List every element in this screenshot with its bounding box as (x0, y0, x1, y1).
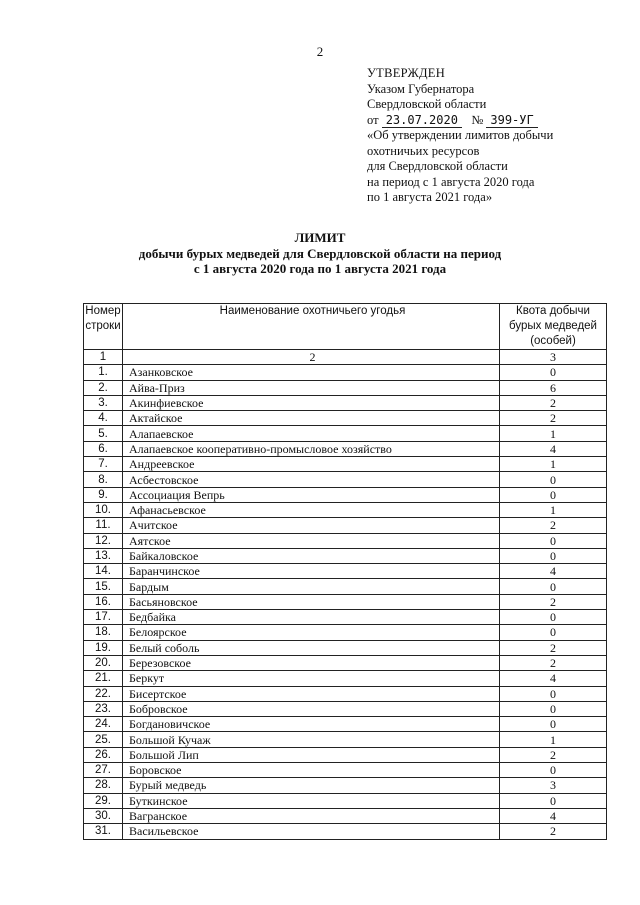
table-row (84, 365, 607, 380)
row-number: 25. (84, 732, 123, 747)
table-row (84, 732, 607, 747)
ground-name: Большой Кучаж (123, 732, 500, 747)
quota-value: 0 (500, 579, 607, 594)
table-row (84, 793, 607, 808)
ground-name: Бисертское (123, 686, 500, 701)
table-row (84, 426, 607, 441)
row-number: 11. (84, 518, 123, 533)
row-number: 22. (84, 686, 123, 701)
approval-date-line (367, 113, 553, 129)
ground-name: Алапаевское (123, 426, 500, 441)
quota-value: 2 (500, 655, 607, 670)
table-row (84, 518, 607, 533)
quota-value: 0 (500, 763, 607, 778)
date-prefix: от (367, 112, 379, 127)
table-row (84, 502, 607, 517)
ground-name: Вагранское (123, 808, 500, 823)
quota-value: 0 (500, 548, 607, 563)
row-number: 16. (84, 594, 123, 609)
ground-name: Аятское (123, 533, 500, 548)
quota-value: 2 (500, 411, 607, 426)
approval-heading: УТВЕРЖДЕН (367, 66, 446, 80)
table-row (84, 763, 607, 778)
decree-line-4: на период с 1 августа 2020 года (367, 174, 535, 189)
row-number: 23. (84, 701, 123, 716)
ground-name: Айва-Приз (123, 380, 500, 395)
ground-name: Бобровское (123, 701, 500, 716)
row-number: 24. (84, 717, 123, 732)
quota-value: 0 (500, 487, 607, 502)
row-number: 8. (84, 472, 123, 487)
table-row (84, 472, 607, 487)
table-row (84, 441, 607, 456)
row-number: 4. (84, 411, 123, 426)
ground-name: Актайское (123, 411, 500, 426)
quota-value: 2 (500, 594, 607, 609)
decree-number: 399-УГ (486, 113, 537, 128)
table-row (84, 824, 607, 839)
decree-line-2: охотничьих ресурсов (367, 143, 480, 158)
column-number: 1 (84, 350, 123, 365)
quota-value: 4 (500, 808, 607, 823)
decree-line-1: «Об утверждении лимитов добычи (367, 128, 554, 142)
quota-value: 6 (500, 380, 607, 395)
ground-name: Бардым (123, 579, 500, 594)
ground-name: Бедбайка (123, 610, 500, 625)
row-number: 27. (84, 763, 123, 778)
ground-name: Байкаловское (123, 548, 500, 563)
table-row (84, 671, 607, 686)
quota-value: 0 (500, 625, 607, 640)
table-row (84, 411, 607, 426)
row-number: 5. (84, 426, 123, 441)
quota-value: 0 (500, 365, 607, 380)
quota-value: 2 (500, 640, 607, 655)
table-row (84, 717, 607, 732)
table-row (84, 579, 607, 594)
approval-line-1: Указом Губернатора (367, 81, 475, 96)
header-row-number: Номер строки (84, 304, 123, 350)
column-number: 3 (500, 350, 607, 365)
quota-value: 2 (500, 518, 607, 533)
quota-value: 4 (500, 564, 607, 579)
decree-line-5: по 1 августа 2021 года» (367, 190, 493, 204)
row-number: 26. (84, 747, 123, 762)
table-row (84, 686, 607, 701)
row-number: 19. (84, 640, 123, 655)
row-number: 29. (84, 793, 123, 808)
table-row (84, 457, 607, 472)
ground-name: Афанасьевское (123, 502, 500, 517)
number-prefix: № (471, 112, 484, 127)
row-number: 15. (84, 579, 123, 594)
ground-name: Буткинское (123, 793, 500, 808)
title-line-3: с 1 августа 2020 года по 1 августа 2021 года (193, 261, 447, 276)
quota-value: 2 (500, 824, 607, 839)
quota-value: 0 (500, 533, 607, 548)
quota-value: 4 (500, 441, 607, 456)
quota-value: 2 (500, 395, 607, 410)
table-row (84, 610, 607, 625)
ground-name: Васильевское (123, 824, 500, 839)
table-row (84, 747, 607, 762)
table-row (84, 594, 607, 609)
quota-value: 0 (500, 793, 607, 808)
header-ground-name: Наименование охотничьего угодья (123, 304, 500, 350)
table-row (84, 395, 607, 410)
quota-value: 1 (500, 732, 607, 747)
row-number: 7. (84, 457, 123, 472)
page-number: 2 (316, 44, 324, 59)
table-row (84, 625, 607, 640)
row-number: 9. (84, 487, 123, 502)
quota-value: 1 (500, 457, 607, 472)
ground-name: Большой Лип (123, 747, 500, 762)
row-number: 28. (84, 778, 123, 793)
ground-name: Андреевское (123, 457, 500, 472)
quota-value: 2 (500, 747, 607, 762)
row-number: 1. (84, 365, 123, 380)
row-number: 20. (84, 655, 123, 670)
table-row (84, 487, 607, 502)
ground-name: Боровское (123, 763, 500, 778)
ground-name: Азанковское (123, 365, 500, 380)
ground-name: Березовское (123, 655, 500, 670)
row-number: 3. (84, 395, 123, 410)
quota-value: 0 (500, 610, 607, 625)
ground-name: Алапаевское кооперативно-промысловое хозяйство (123, 441, 500, 456)
decree-date: 23.07.2020 (382, 113, 462, 128)
approval-line-2: Свердловской области (367, 97, 487, 111)
row-number: 21. (84, 671, 123, 686)
row-number: 13. (84, 548, 123, 563)
ground-name: Баранчинское (123, 564, 500, 579)
column-number-row (84, 350, 607, 365)
ground-name: Акинфиевское (123, 395, 500, 410)
quota-value: 0 (500, 686, 607, 701)
table-row (84, 655, 607, 670)
quota-value: 1 (500, 502, 607, 517)
quota-value: 3 (500, 778, 607, 793)
table-row (84, 564, 607, 579)
ground-name: Ассоциация Вепрь (123, 487, 500, 502)
ground-name: Белоярское (123, 625, 500, 640)
quota-value: 0 (500, 472, 607, 487)
column-number: 2 (123, 350, 500, 365)
ground-name: Бурый медведь (123, 778, 500, 793)
document-title (0, 230, 640, 277)
table-row (84, 548, 607, 563)
ground-name: Белый соболь (123, 640, 500, 655)
row-number: 2. (84, 380, 123, 395)
row-number: 12. (84, 533, 123, 548)
title-line-1: ЛИМИТ (294, 230, 346, 245)
row-number: 10. (84, 502, 123, 517)
decree-line-3: для Свердловской области (367, 159, 508, 173)
ground-name: Богдановичское (123, 717, 500, 732)
quota-table (83, 303, 607, 840)
ground-name: Асбестовское (123, 472, 500, 487)
row-number: 31. (84, 824, 123, 839)
row-number: 6. (84, 441, 123, 456)
row-number: 14. (84, 564, 123, 579)
ground-name: Ачитское (123, 518, 500, 533)
table-row (84, 778, 607, 793)
ground-name: Беркут (123, 671, 500, 686)
table-row (84, 380, 607, 395)
table-row (84, 701, 607, 716)
title-line-2: добычи бурых медведей для Свердловской области на период (138, 245, 502, 261)
quota-value: 0 (500, 701, 607, 716)
table-body (84, 365, 607, 839)
table-row (84, 533, 607, 548)
row-number: 30. (84, 808, 123, 823)
row-number: 18. (84, 625, 123, 640)
ground-name: Басьяновское (123, 594, 500, 609)
row-number: 17. (84, 610, 123, 625)
table-row (84, 640, 607, 655)
quota-value: 0 (500, 717, 607, 732)
table-row (84, 808, 607, 823)
quota-value: 4 (500, 671, 607, 686)
table-header-row (84, 304, 607, 350)
approval-block (367, 66, 553, 206)
header-quota: Квота добычи бурых медведей (особей) (500, 304, 607, 350)
quota-value: 1 (500, 426, 607, 441)
